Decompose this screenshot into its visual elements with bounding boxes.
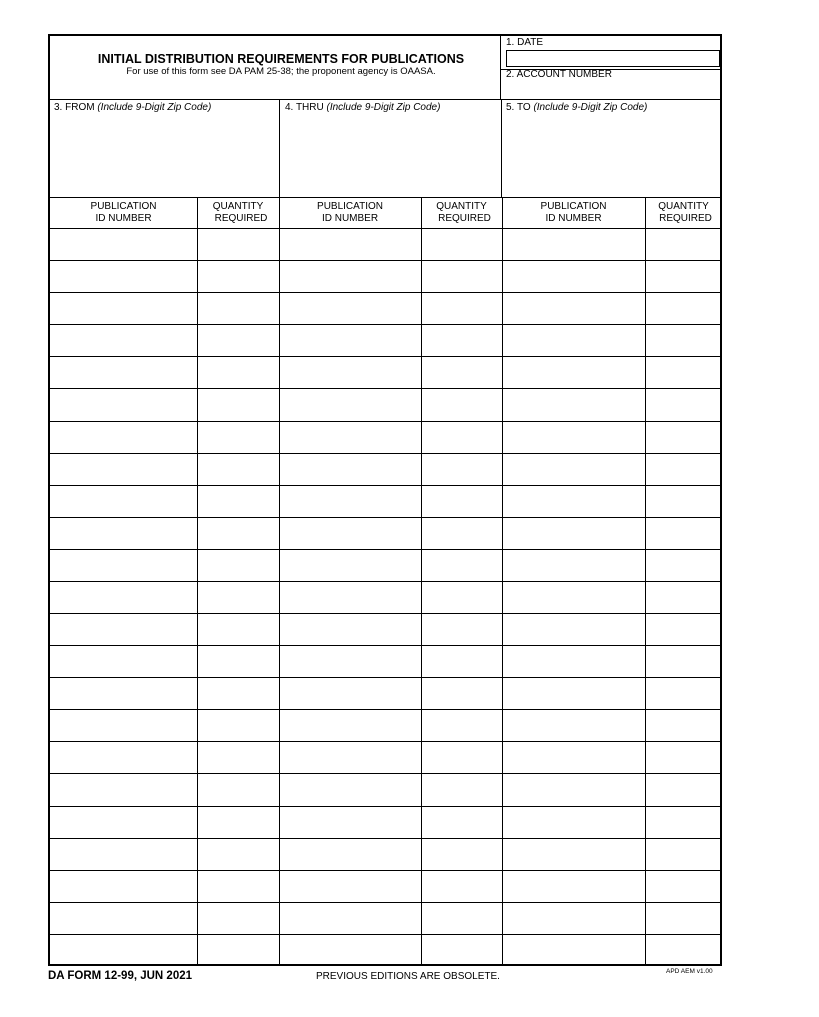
quantity-cell[interactable] xyxy=(198,774,278,804)
publication-id-cell[interactable] xyxy=(280,261,420,291)
quantity-cell[interactable] xyxy=(198,229,278,259)
quantity-cell[interactable] xyxy=(422,454,501,484)
quantity-cell[interactable] xyxy=(198,678,278,708)
quantity-cell[interactable] xyxy=(646,486,721,516)
column-header-line: PUBLICATION xyxy=(540,201,607,212)
publication-id-cell[interactable] xyxy=(51,871,196,901)
column-header-line: REQUIRED xyxy=(438,213,491,224)
form-title: INITIAL DISTRIBUTION REQUIREMENTS FOR PUBLICATIONS xyxy=(97,52,465,66)
publication-id-cell[interactable] xyxy=(280,357,420,387)
quantity-cell[interactable] xyxy=(422,550,501,580)
quantity-cell[interactable] xyxy=(422,614,501,644)
quantity-cell[interactable] xyxy=(198,389,278,419)
publication-id-cell[interactable] xyxy=(51,903,196,933)
version-label: APD AEM v1.00 xyxy=(666,968,713,975)
column-header-publication-3 xyxy=(502,201,645,225)
quantity-cell[interactable] xyxy=(646,678,721,708)
quantity-cell[interactable] xyxy=(646,710,721,740)
publication-id-cell[interactable] xyxy=(503,646,644,676)
publication-id-cell[interactable] xyxy=(280,710,420,740)
publication-id-cell[interactable] xyxy=(51,357,196,387)
publication-id-cell[interactable] xyxy=(51,518,196,548)
publication-id-cell[interactable] xyxy=(51,486,196,516)
column-header-line: PUBLICATION xyxy=(317,201,383,212)
publication-id-cell[interactable] xyxy=(503,774,644,804)
publication-id-cell[interactable] xyxy=(280,807,420,837)
distribution-form xyxy=(48,34,722,966)
quantity-cell[interactable] xyxy=(422,261,501,291)
quantity-cell[interactable] xyxy=(198,261,278,291)
date-field[interactable] xyxy=(506,50,720,67)
publication-id-cell[interactable] xyxy=(503,389,644,419)
date-label: 1. DATE xyxy=(506,37,544,48)
publication-id-cell[interactable] xyxy=(51,550,196,580)
quantity-cell[interactable] xyxy=(198,839,278,869)
quantity-cell[interactable] xyxy=(198,935,278,965)
divider xyxy=(500,36,501,99)
publication-id-cell[interactable] xyxy=(280,614,420,644)
account-number-field[interactable] xyxy=(506,82,720,98)
quantity-cell[interactable] xyxy=(198,293,278,323)
quantity-cell[interactable] xyxy=(422,839,501,869)
publication-id-cell[interactable] xyxy=(280,293,420,323)
publication-id-cell[interactable] xyxy=(503,742,644,772)
quantity-cell[interactable] xyxy=(422,710,501,740)
form-subtitle: For use of this form see DA PAM 25-38; the proponent agency is OAASA. xyxy=(126,66,436,77)
quantity-cell[interactable] xyxy=(646,839,721,869)
publication-id-cell[interactable] xyxy=(51,389,196,419)
quantity-cell[interactable] xyxy=(646,903,721,933)
quantity-cell[interactable] xyxy=(198,742,278,772)
from-address-field[interactable] xyxy=(52,116,278,194)
publication-id-cell[interactable] xyxy=(280,646,420,676)
from-label xyxy=(54,102,211,113)
divider xyxy=(50,99,722,100)
form-number: DA FORM 12-99, JUN 2021 xyxy=(48,970,193,982)
publication-id-cell[interactable] xyxy=(51,614,196,644)
thru-label xyxy=(285,102,440,113)
quantity-cell[interactable] xyxy=(422,935,501,965)
column-header-line: ID NUMBER xyxy=(321,213,379,224)
quantity-cell[interactable] xyxy=(646,454,721,484)
column-header-line: QUANTITY xyxy=(212,201,264,212)
publication-id-cell[interactable] xyxy=(503,261,644,291)
publication-id-cell[interactable] xyxy=(503,871,644,901)
publication-id-cell[interactable] xyxy=(503,903,644,933)
quantity-cell[interactable] xyxy=(646,935,721,965)
quantity-cell[interactable] xyxy=(422,293,501,323)
publication-id-cell[interactable] xyxy=(503,710,644,740)
publication-id-cell[interactable] xyxy=(51,293,196,323)
quantity-cell[interactable] xyxy=(422,903,501,933)
quantity-cell[interactable] xyxy=(646,293,721,323)
publication-id-cell[interactable] xyxy=(51,261,196,291)
column-header-quantity-2 xyxy=(421,201,502,225)
quantity-cell[interactable] xyxy=(198,903,278,933)
quantity-cell[interactable] xyxy=(198,646,278,676)
publication-id-cell[interactable] xyxy=(51,839,196,869)
publication-id-cell[interactable] xyxy=(280,550,420,580)
thru-label-number: 4. THRU xyxy=(285,102,324,113)
publication-id-cell[interactable] xyxy=(51,325,196,355)
quantity-cell[interactable] xyxy=(646,357,721,387)
quantity-cell[interactable] xyxy=(422,742,501,772)
column-header-line: QUANTITY xyxy=(436,201,487,212)
publication-id-cell[interactable] xyxy=(51,807,196,837)
quantity-cell[interactable] xyxy=(646,774,721,804)
column-header-publication-1 xyxy=(50,201,197,225)
quantity-cell[interactable] xyxy=(646,742,721,772)
publication-id-cell[interactable] xyxy=(280,486,420,516)
quantity-cell[interactable] xyxy=(422,518,501,548)
publication-id-cell[interactable] xyxy=(51,935,196,965)
column-header-publication-2 xyxy=(279,201,421,225)
publication-id-cell[interactable] xyxy=(280,582,420,612)
quantity-cell[interactable] xyxy=(198,518,278,548)
publication-id-cell[interactable] xyxy=(503,518,644,548)
column-header-line: PUBLICATION xyxy=(90,201,157,212)
publication-id-cell[interactable] xyxy=(503,582,644,612)
publication-id-cell[interactable] xyxy=(503,550,644,580)
quantity-cell[interactable] xyxy=(198,582,278,612)
publication-id-cell[interactable] xyxy=(503,614,644,644)
obsolete-notice: PREVIOUS EDITIONS ARE OBSOLETE. xyxy=(316,971,500,982)
quantity-cell[interactable] xyxy=(198,486,278,516)
publication-id-cell[interactable] xyxy=(503,325,644,355)
publication-id-cell[interactable] xyxy=(51,646,196,676)
quantity-cell[interactable] xyxy=(198,357,278,387)
quantity-cell[interactable] xyxy=(646,229,721,259)
column-header-quantity-3 xyxy=(645,201,722,225)
account-number-label: 2. ACCOUNT NUMBER xyxy=(506,69,612,80)
publication-id-cell[interactable] xyxy=(51,710,196,740)
quantity-cell[interactable] xyxy=(646,807,721,837)
column-header-line: QUANTITY xyxy=(658,201,709,212)
quantity-cell[interactable] xyxy=(198,614,278,644)
quantity-cell[interactable] xyxy=(646,389,721,419)
quantity-cell[interactable] xyxy=(422,582,501,612)
publication-id-cell[interactable] xyxy=(280,229,420,259)
publication-id-cell[interactable] xyxy=(503,486,644,516)
publication-id-cell[interactable] xyxy=(280,935,420,965)
from-label-hint: (Include 9-Digit Zip Code) xyxy=(97,102,212,113)
to-label xyxy=(506,102,647,113)
publication-id-cell[interactable] xyxy=(280,422,420,452)
thru-address-field[interactable] xyxy=(282,116,500,194)
publication-id-cell[interactable] xyxy=(280,325,420,355)
column-header-quantity-1 xyxy=(197,201,279,225)
quantity-cell[interactable] xyxy=(422,486,501,516)
column-header-line: REQUIRED xyxy=(659,213,712,224)
to-label-hint: (Include 9-Digit Zip Code) xyxy=(533,102,648,113)
divider xyxy=(279,99,280,197)
publication-id-cell[interactable] xyxy=(51,229,196,259)
column-header-line: ID NUMBER xyxy=(545,213,602,224)
quantity-cell[interactable] xyxy=(646,646,721,676)
quantity-cell[interactable] xyxy=(646,325,721,355)
publication-id-cell[interactable] xyxy=(51,454,196,484)
publication-id-cell[interactable] xyxy=(503,454,644,484)
quantity-cell[interactable] xyxy=(422,646,501,676)
publication-id-cell[interactable] xyxy=(280,454,420,484)
thru-label-hint: (Include 9-Digit Zip Code) xyxy=(326,102,441,113)
publication-id-cell[interactable] xyxy=(503,422,644,452)
quantity-cell[interactable] xyxy=(646,614,721,644)
to-label-number: 5. TO xyxy=(506,102,531,113)
publication-id-cell[interactable] xyxy=(280,871,420,901)
quantity-cell[interactable] xyxy=(422,774,501,804)
quantity-cell[interactable] xyxy=(422,325,501,355)
quantity-cell[interactable] xyxy=(422,807,501,837)
quantity-cell[interactable] xyxy=(422,871,501,901)
quantity-cell[interactable] xyxy=(646,550,721,580)
quantity-cell[interactable] xyxy=(422,229,501,259)
publication-id-cell[interactable] xyxy=(503,839,644,869)
quantity-cell[interactable] xyxy=(646,261,721,291)
quantity-cell[interactable] xyxy=(198,422,278,452)
quantity-cell[interactable] xyxy=(422,357,501,387)
quantity-cell[interactable] xyxy=(198,710,278,740)
publication-id-cell[interactable] xyxy=(503,678,644,708)
column-header-line: REQUIRED xyxy=(214,213,268,224)
publication-id-cell[interactable] xyxy=(51,422,196,452)
column-header-line: ID NUMBER xyxy=(95,213,152,224)
to-address-field[interactable] xyxy=(503,116,721,194)
quantity-cell[interactable] xyxy=(422,678,501,708)
publication-id-cell[interactable] xyxy=(503,935,644,965)
publication-id-cell[interactable] xyxy=(280,389,420,419)
publication-id-cell[interactable] xyxy=(503,807,644,837)
quantity-cell[interactable] xyxy=(646,518,721,548)
quantity-cell[interactable] xyxy=(198,325,278,355)
publication-id-cell[interactable] xyxy=(280,742,420,772)
quantity-cell[interactable] xyxy=(646,582,721,612)
publication-id-cell[interactable] xyxy=(280,518,420,548)
divider xyxy=(501,99,502,197)
quantity-cell[interactable] xyxy=(198,550,278,580)
publication-id-cell[interactable] xyxy=(51,678,196,708)
publication-id-cell[interactable] xyxy=(280,678,420,708)
publication-id-cell[interactable] xyxy=(503,357,644,387)
quantity-cell[interactable] xyxy=(422,389,501,419)
quantity-cell[interactable] xyxy=(422,422,501,452)
from-label-number: 3. FROM xyxy=(54,102,95,113)
publication-id-cell[interactable] xyxy=(51,582,196,612)
publication-id-cell[interactable] xyxy=(503,229,644,259)
publication-id-cell[interactable] xyxy=(51,774,196,804)
publication-id-cell[interactable] xyxy=(280,774,420,804)
quantity-cell[interactable] xyxy=(646,871,721,901)
publication-id-cell[interactable] xyxy=(280,903,420,933)
quantity-cell[interactable] xyxy=(198,454,278,484)
quantity-cell[interactable] xyxy=(646,422,721,452)
publication-id-cell[interactable] xyxy=(51,742,196,772)
divider xyxy=(50,197,722,198)
publication-id-cell[interactable] xyxy=(280,839,420,869)
publication-id-cell[interactable] xyxy=(503,293,644,323)
quantity-cell[interactable] xyxy=(198,807,278,837)
quantity-cell[interactable] xyxy=(198,871,278,901)
